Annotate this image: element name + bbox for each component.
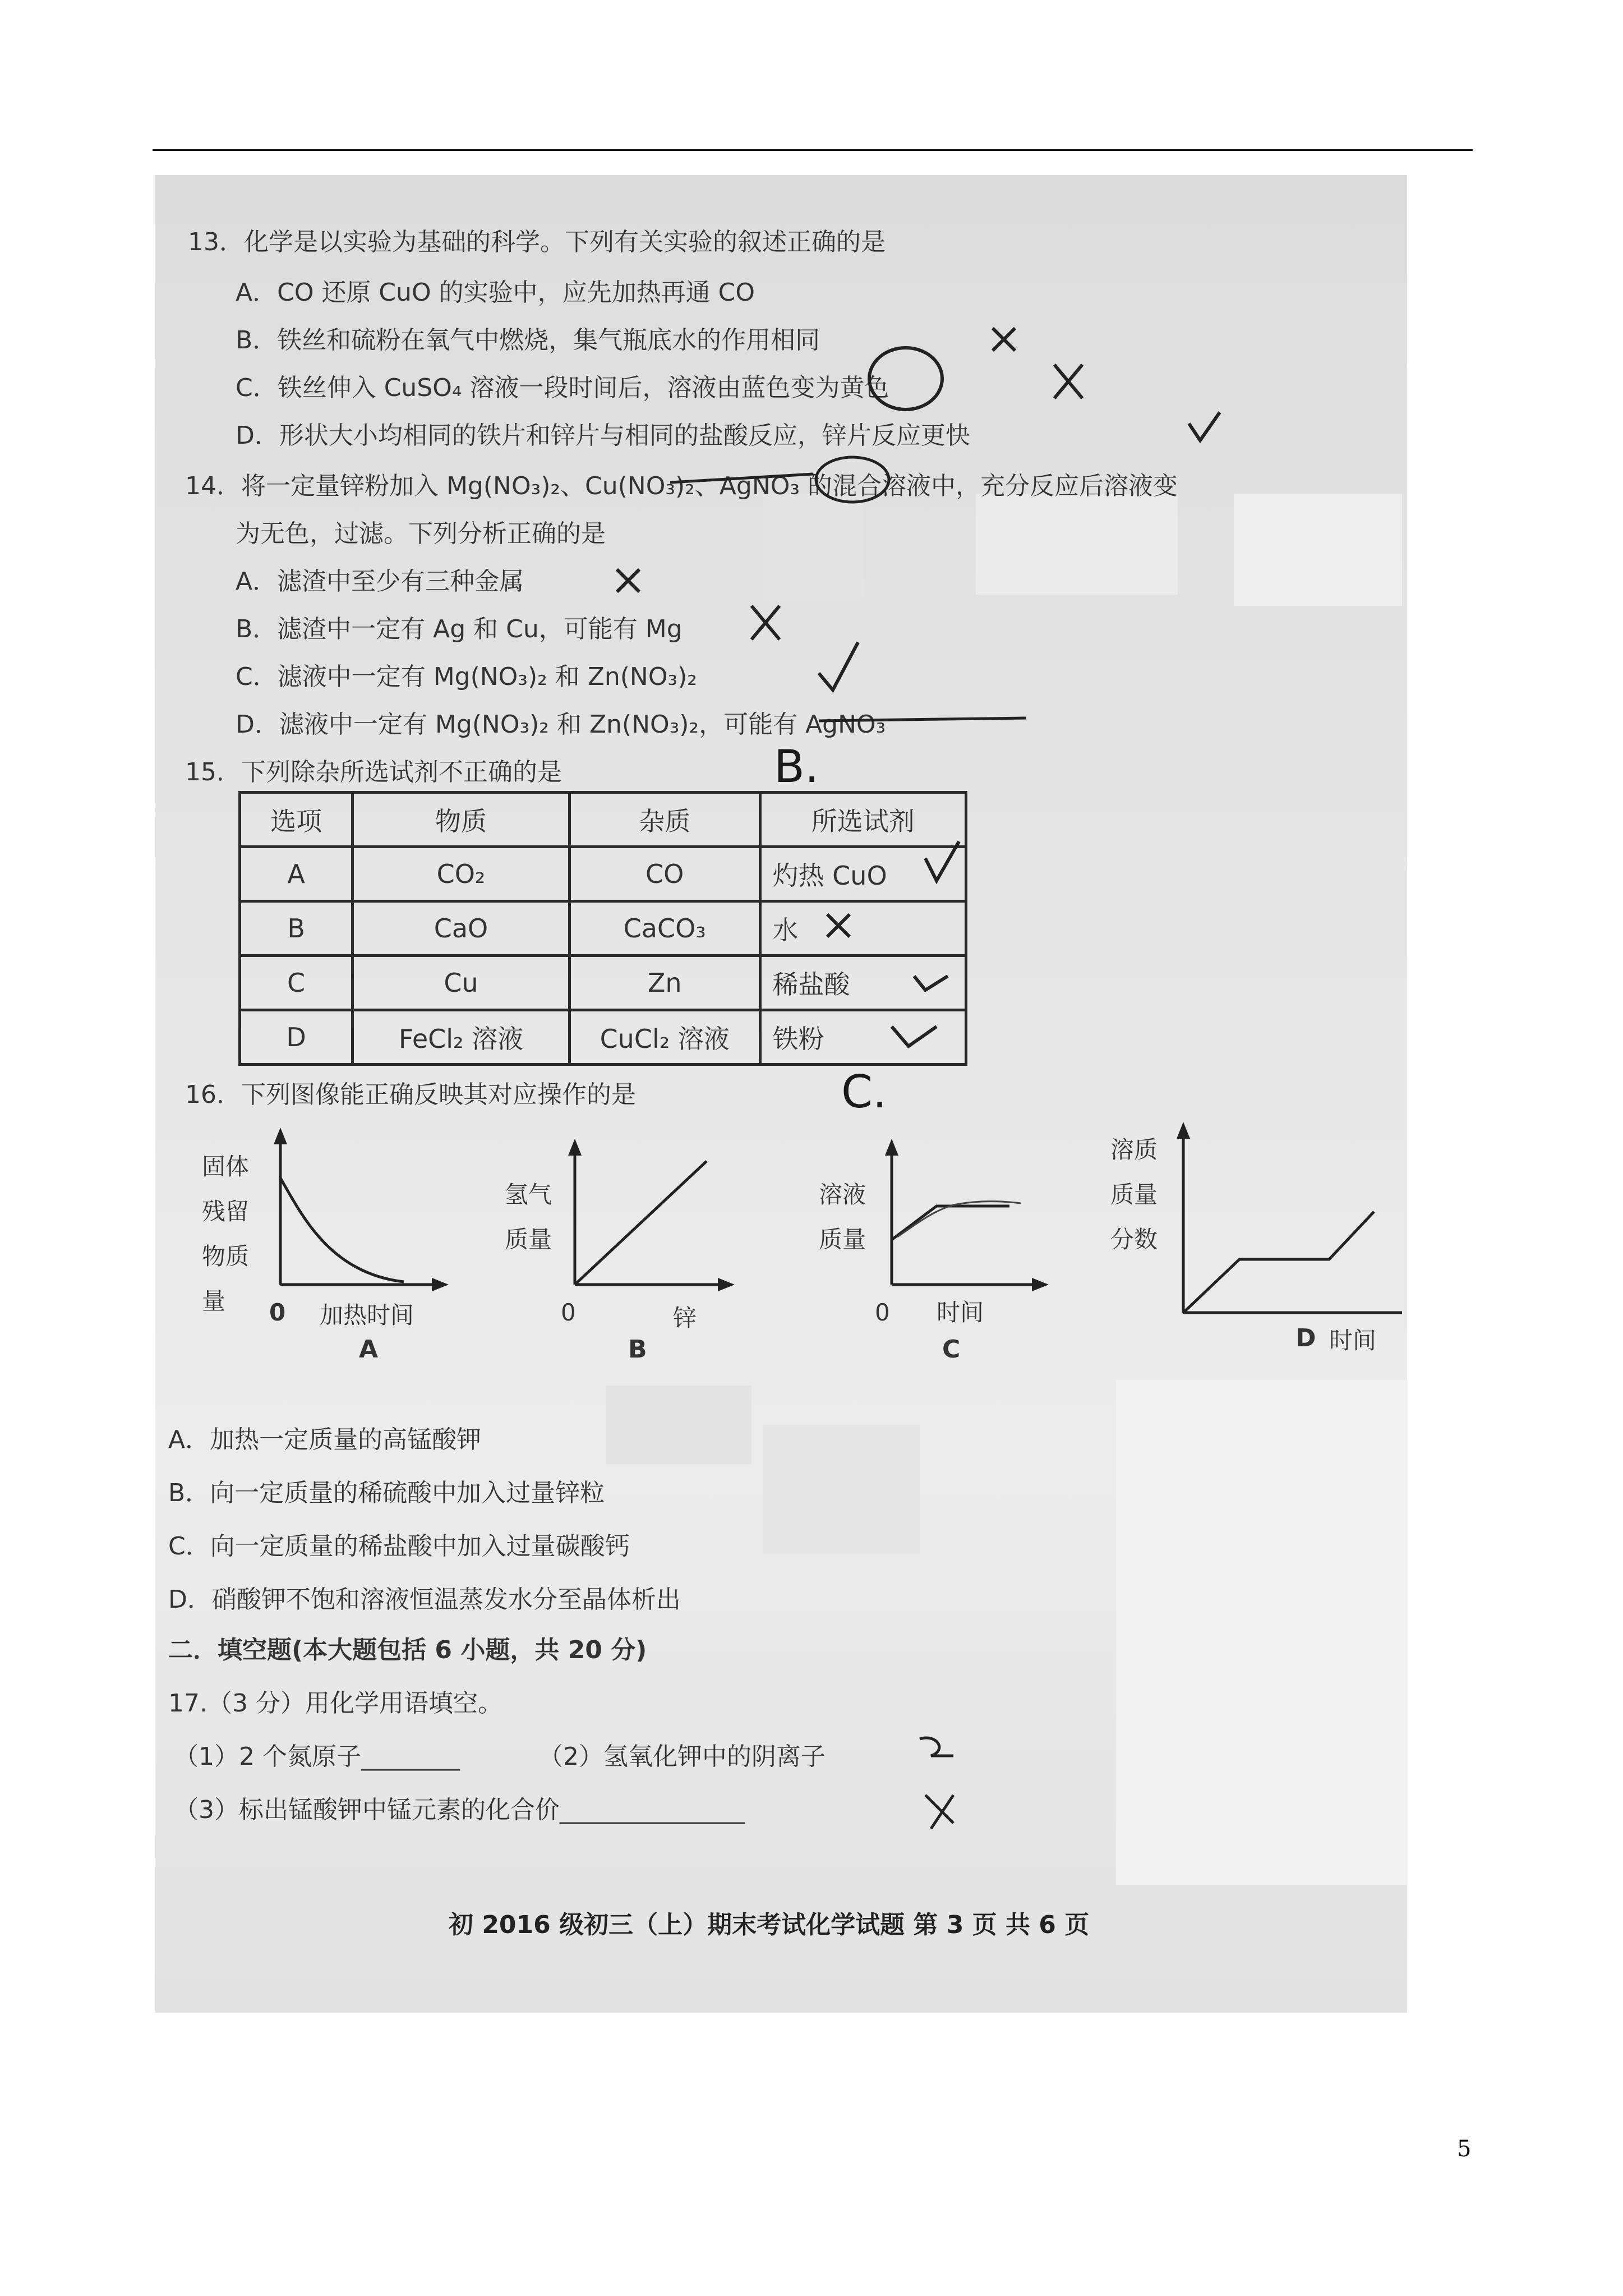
q16-option-d: D．硝酸钾不饱和溶液恒温蒸发水分至晶体析出 — [168, 1585, 681, 1614]
table-header: 杂质 — [569, 793, 760, 847]
cross-mark — [993, 328, 1015, 351]
check-mark — [892, 1027, 937, 1046]
graph-a-ylabel-3: 物质 — [202, 1243, 250, 1270]
check-mark — [925, 841, 959, 881]
graph-a-ylabel-2: 残留 — [202, 1198, 250, 1225]
q16-option-c: C．向一定质量的稀盐酸中加入过量碳酸钙 — [168, 1532, 630, 1561]
q16-option-a: A．加热一定质量的高锰酸钾 — [168, 1425, 482, 1454]
graph-d-label: D — [1295, 1324, 1316, 1352]
table-cell: 灼热 CuO — [760, 847, 966, 901]
check-mark — [1189, 412, 1220, 440]
strike-mark — [819, 718, 1026, 721]
q17-line1b: （2）氢氧化钾中的阴离子 — [538, 1742, 826, 1771]
graph-a-origin: 0 — [269, 1299, 286, 1326]
cross-mark — [751, 606, 780, 639]
table-cell: B — [240, 901, 353, 956]
table-cell: 稀盐酸 — [760, 956, 966, 1010]
table-cell: FeCl₂ 溶液 — [353, 1010, 570, 1065]
graph-b-ylabel-2: 质量 — [505, 1226, 552, 1253]
page-number: 5 — [1457, 2136, 1472, 2162]
table-cell: 水 — [760, 901, 966, 956]
handwritten-scribble — [925, 1795, 953, 1829]
q13-stem: 13．化学是以实验为基础的科学。下列有关实验的叙述正确的是 — [188, 228, 886, 256]
graph-c-xlabel: 时间 — [937, 1299, 984, 1326]
q14-option-d: D．滤液中一定有 Mg(NO₃)₂ 和 Zn(NO₃)₂，可能有 AgNO₃ — [236, 710, 886, 739]
table-header: 物质 — [353, 793, 570, 847]
q13-option-b: B．铁丝和硫粉在氧气中燃烧，集气瓶底水的作用相同 — [236, 326, 820, 355]
table-cell: CO — [569, 847, 760, 901]
section2-title: 二．填空题(本大题包括 6 小题，共 20 分) — [168, 1636, 647, 1664]
q17-stem: 17.（3 分）用化学用语填空。 — [168, 1689, 502, 1718]
strike-mark — [670, 474, 813, 482]
graph-b-label: B — [628, 1335, 647, 1364]
q15-stem: 15．下列除杂所选试剂不正确的是 — [185, 758, 562, 786]
q16-option-b: B．向一定质量的稀硫酸中加入过量锌粒 — [168, 1479, 605, 1507]
table-cell: CuCl₂ 溶液 — [569, 1010, 760, 1065]
cross-mark — [827, 914, 850, 937]
check-mark — [819, 642, 858, 690]
graph-d-ylabel-3: 分数 — [1110, 1226, 1158, 1253]
graph-c-ylabel-1: 溶液 — [819, 1181, 866, 1208]
graph-d-ylabel-2: 质量 — [1110, 1181, 1158, 1208]
table-header: 选项 — [240, 793, 353, 847]
q14-stem-line1: 14．将一定量锌粉加入 Mg(NO₃)₂、Cu(NO₃)₂、AgNO₃ 的混合溶液中，充分反应后溶液变 — [185, 472, 1178, 500]
table-cell: D — [240, 1010, 353, 1065]
table-cell: CO₂ — [353, 847, 570, 901]
table-cell: 铁粉 — [760, 1010, 966, 1065]
graph-c-ylabel-2: 质量 — [819, 1226, 866, 1253]
q14-option-c: C．滤液中一定有 Mg(NO₃)₂ 和 Zn(NO₃)₂ — [236, 662, 697, 691]
q17-line1a: （1）2 个氮原子________ — [174, 1742, 460, 1771]
q16-stem: 16．下列图像能正确反映其对应操作的是 — [185, 1080, 636, 1109]
graph-a-xlabel: 加热时间 — [320, 1301, 414, 1329]
graph-d-xlabel: 时间 — [1329, 1327, 1377, 1354]
q13-option-d: D．形状大小均相同的铁片和锌片与相同的盐酸反应，锌片反应更快 — [236, 421, 970, 450]
graph-b-ylabel-1: 氢气 — [505, 1181, 552, 1208]
graph-c-origin: 0 — [875, 1299, 890, 1326]
q14-option-a: A．滤渣中至少有三种金属 — [236, 567, 524, 596]
table-cell: CaCO₃ — [569, 901, 760, 956]
q17-line2: （3）标出锰酸钾中锰元素的化合价_______________ — [174, 1796, 745, 1824]
check-mark — [914, 976, 948, 990]
table-cell: CaO — [353, 901, 570, 956]
table-cell: A — [240, 847, 353, 901]
circle-mark — [869, 348, 942, 409]
graph-b-origin: 0 — [561, 1299, 576, 1326]
graph-b-xlabel: 锌 — [673, 1304, 697, 1332]
table-cell: C — [240, 956, 353, 1010]
graph-a-ylabel-1: 固体 — [202, 1153, 250, 1180]
circle-mark — [816, 457, 889, 502]
cross-mark — [1054, 365, 1082, 398]
table-header: 所选试剂 — [760, 793, 966, 847]
graph-d-ylabel-1: 溶质 — [1110, 1136, 1158, 1163]
q13-option-a: A．CO 还原 CuO 的实验中，应先加热再通 CO — [236, 278, 755, 307]
handwritten-scribble — [920, 1738, 953, 1756]
table-cell: Cu — [353, 956, 570, 1010]
graph-c-label: C — [942, 1335, 961, 1364]
cross-mark — [617, 569, 639, 592]
q13-option-c: C．铁丝伸入 CuSO₄ 溶液一段时间后，溶液由蓝色变为黄色 — [236, 374, 889, 402]
q14-option-b: B．滤渣中一定有 Ag 和 Cu，可能有 Mg — [236, 615, 683, 643]
exam-footer: 初 2016 级初三（上）期末考试化学试题 第 3 页 共 6 页 — [449, 1911, 1090, 1939]
table-cell: Zn — [569, 956, 760, 1010]
q14-stem-line2: 为无色，过滤。下列分析正确的是 — [236, 519, 606, 548]
graph-a-ylabel-4: 量 — [202, 1287, 226, 1315]
handwritten-answer-q16: C. — [841, 1066, 887, 1118]
handwritten-answer-q15: B. — [774, 740, 819, 793]
graph-a-label: A — [359, 1335, 379, 1364]
